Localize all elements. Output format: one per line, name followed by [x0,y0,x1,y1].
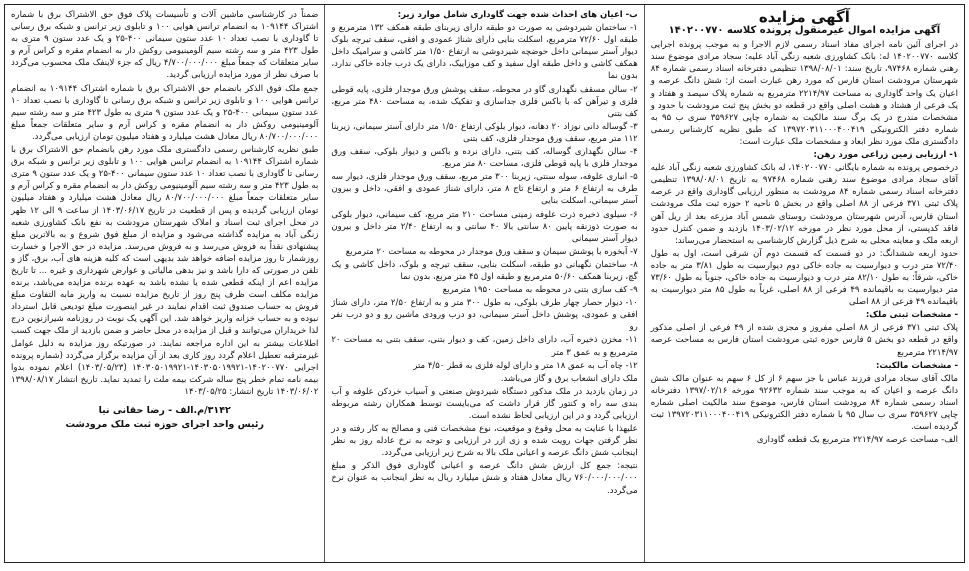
section-heading: ۱- ارزیابی زمین زراعی مورد رهن: [813,150,958,161]
left-column [5,5,324,562]
notice-subtitle: آگهی مزایده اموال غیرمنقول پرونده کلاسه ۱۴۰۲۰۰۷۷۰ [668,25,941,37]
building-item: ۶- سیلوی ذخیره ذرت علوفه زمینی مساحت ۲۱۰ متر مربع، کف سیمانی، دیوار بلوکی به صورت ذوزنقه پایین ۸۰ سانتی بالا ۴۰ سانتی و به ارتفاع ۲/۴۰ متر داخل و بیرون دیوار آستر سیمانی [331,209,638,244]
appraisal-paragraph: درخصوص پرونده به شماره بایگانی ۱۴۰۲۰۰۷۷۰، له بانک کشاورزی شعبه زنگی آباد علیه آقای سجاد مرادی موضوع سند رهنی شماره ۹۷۴۶۸ به تاریخ ۱۳۹۸/۰۸/۰۱ تنظیمی دفترخانه اسناد رسمی شماره ۸۴ مرودشت به منظور ارزیابی گاوداری واقع در عرصه پلاک ثبتی ۳۷۱ فرعی از ۸۸ اصلی واقع در بخش ۵ ناحیه ۲ حوزه ثبت ملک مرودشت استان فارس، آدرس شهرستان مرودشت روستای شمس آباد مزرعه بعد از ریل آهن فاقد کدپستی، از محل مورد نظر در مورخه ۱۴۰۳/۰۲/۱۲ بازدید و ضمن کنترل حدود اربعه ملک و معاینه محلی به شرح ذیل گزارش کارشناسی به استحضار می‌رساند: [650,163,959,246]
ownership-heading: - مشخصات مالکیت: [875,360,958,371]
building-item: ۸- ساختمان نگهبانی دو طبقه، اسکلت بنایی، سقف تیرچه و بلوک، داخل کاشی و یک گچ، زیربنا همکف ۵۰/۶۰ مترمربع و طبقه اول ۴۵ متر مربع، بدون نما [331,259,638,282]
buildings-heading: ب- اعیان های احداث شده جهت گاوداری شامل موارد زیر: [397,10,638,20]
signature-block [11,404,318,432]
electricity-paragraph: ضمناً در کارشناسی ماشین آلات و تأسیسات پلاک فوق حق الاشتراک برق با شماره اشتراک ۱۰۹۱۴۴ به انضمام ترانس هوایی ۱۰۰ و تابلوی زیر ترانس و شبکه برق رسانی تا گاوداری با نصب تعداد ۱۰ عدد ستون سیمانی ۴۰۰-۲۵ و یک عدد ستون ۹ متری به طول ۴۲۳ متر و سه رشته سیم آلومینیومی روکش دار به انضمام مقره و کراس آرم و سایر متعلقات که جمعاً مبلغ ۴/۷۰۰/۰۰۰/۰۰۰ ریال که جزء لاینفک ملک محسوب می‌گردد با صرف نظر از مورد مزایده ارزیابی گردید. [11,10,319,81]
signature-title: رئیس واحد اجرای حوزه ثبت ملک مرودشت [65,419,264,430]
conclusion-paragraph: نتیجه: جمع کل ارزش شش دانگ عرصه و اعیانی گاوداری فوق الذکر و مبلغ ۷۶۰/۰۰۰/۰۰۰/۰۰۰ ریال معادل هفتاد و شش میلیارد ریال به نظر اینجانب به عنوان نرخ می‌گردد. [331,461,638,496]
total-value-paragraph: جمع ملک فوق الذکر بانضمام حق الاشتراک برق با شماره اشتراک ۱۰۹۱۴۴ به انضمام ترانس هوایی ۱۰۰ و تابلوی زیر ترانس و شبکه برق رسانی تا گاوداری با نصب تعداد ۱۰ عدد ستون سیمانی ۴۰۰-۲۵ و یک عدد ستون ۹ متری به طول ۴۲۳ متر و سه رشته سیم آلومینیومی روکش دار به انضمام مقره و کراس آرم و سایر متعلقات جمعاً مبلغ ۸۰/۷۰۰/۰۰۰/۰۰۰ ریال معادل هشت میلیارد و هفتاد میلیون تومان ارزیابی می‌گردد. [11,83,319,142]
equipment-note: در زمان بازدید در ملک مذکور دستگاه شیردوش صنعتی و آسیاب خردکن علوفه و آب بندی سه راه و کنتور گاز قرار داشت که می‌بایست توسط همکاران رشته مربوطه ارزیابی گردد و در این ارزیابی لحاظ نشده است. [331,386,638,421]
auction-notice [4,4,965,563]
valuation-note: علیهذا با عنایت به محل وقوع و موقعیت، نوع مشخصات فنی و مصالح به کار رفته و در نظر گرفتن جهات رویت شده و زی ازر در ارزیابی و توجه به نرخ عادله روز به نظر اینجانب شش دانگ عرصه و اعیانی ملک بالا به شرح زیر ارزیابی می‌گردد. [331,424,638,459]
right-column [644,5,964,562]
building-item: ۹- کف سازی بتنی در محوطه به مساحت ۱۹۵۰ مترمربع [442,285,638,296]
notice-title: آگهی مزایده [758,8,850,26]
building-item: ۴- سالن نگهداری گوساله، کف بتنی، دارای نرده و باکس و دیوار بلوکی، سقف ورق موجدار فلزی با پایه قوطی فلزی، مساحت ۸۰ متر مربع. [331,147,638,170]
building-item: ۳- گوساله دانی نوزاد ۲۰ دهانه، دیوار بلوکی ارتفاع ۱/۵۰ متر دارای آستر سیمانی، زیربنا ۱۱۲ متر مربع، سقف ورق موجدار فلزی، کف بتنی [331,121,638,144]
middle-column [324,5,643,562]
building-item: ۱- ساختمان شیردوشی به صورت دو طبقه دارای زیربنای طبقه همکف ۱۳۲ مترمربع و طبقه اول ۷۲/۶۰ مترمربع، اسکلت بنایی دارای شناژ عمودی و افقی، سقف تیرچه بلوک دیوار آستر سیمانی داخل حوضچه شیردوشی به ارتفاع ۱/۵۰ متر کاشی و سرامیک داخل همکف کاشی و داخل طبقه اول سفید و کف موزاییک، دارای یک درب جاده خاکی ندارد، بدون نما [331,23,638,82]
land-registry-heading: - مشخصات ثبتی ملک: [865,310,958,321]
utilities-note: ملک دارای انشعاب برق و گاز می‌باشد. [500,373,638,384]
building-item: ۱۲- چاه آب به عمق ۱۸ متر و دارای لوله فلزی به قطر ۴/۵۰ متر [413,360,638,371]
signature-code: ۳۱۴۲/م.الف - رضا حقانی نیا [98,405,231,416]
auction-terms-paragraph: طبق نظریه کارشناس رسمی دادگستری ملک مورد رهن بانضمام حق الاشتراک برق با شماره اشتراک ۱۰۹۱۴۴ به انضمام ترانس هوایی ۱۰۰ و تابلوی زیر ترانس و شبکه برق رسانی تا گاوداری با نصب تعداد ۱۰ عدد ستون سیمانی ۴۰۰-۲۵ و یک عدد ستون ۹ متری به طول ۴۲۳ متر و سه رشته سیم آلومینیومی روکش دار به انضمام مقره و کراس آرم و سایر متعلقات جمعاً مبلغ ۸۰/۷۰۰/۰۰۰/۰۰۰ ریال معادل هشت میلیارد و هفتاد میلیون تومان ارزیابی گردیده و پس از قطعیت در تاریخ ۱۴۰۳/۰۶/۱۷ از ساعت ۹ الی ۱۲ ظهر در محل اجرای ثبت اسناد و املاک شهرستان مرودشت به نفع بانک کشاورزی شعبه زنگی آباد به مزایده گذاشته می‌شود و مزایده از مبلغ فوق شروع و به بالاترین مبلغ پیشنهادی نقداً به فروش می‌رسد و به فروش می‌رسد. مزایده در حق الاجرا و خسارت روزشمار تا روز مزایده اضافه خواهد شد بدیهی است که کلیه هزینه های آب، برق، گاز و تلفن در صورتی که دارا باشد و نیز بدهی مالیاتی و عوارض شهرداری و غیره ... تا تاریخ مزایده اعم از اینکه قطعی شده یا نشده باشد به عهده برنده مزایده می‌باشد، برنده مزایده مکلف است ظرف پنج روز از تاریخ مزایده نسبت به واریز مابه التفاوت مبلغ فروش به حساب صندوق ثبت اقدام نمایند در غیر اینصورت مبلغ تودیعی قابل استرداد نبوده و به حساب خزانه واریز خواهد شد. این آگهی یک نوبت در روزنامه شیرازنوین درج لذا خریداران می‌توانند و قبل از مزایده در محل حاضر و ضمن بازدید از ملک جهت کسب اطلاعات بیشتر به این اداره مراجعه نمایند. در صورتیکه روز مزایده به دلیل عوامل غیرمترقبه تعطیل اعلام گردد روز کاری بعد از آن مزایده برگزار می‌گردد (شماره پرونده اجرایی ۱۴۰۲۰۰۷۷۰-۱۴۰۳۰۵۰۱۹۹۲۱-۱۴۰۳۰۵۰۱۹۹۲۱ (۱۴۰۳/۰۵/۲۳) اعلام نموده بدوا بیمه نامه تمام خطر پنج ساله شرکت بیمه ملت را تمدید نماید. تاریخ انتشار ۱۳۹۸/۰۸/۱۷ ۱۴۰۳/۰۶/۰۲ تاریخ انتشار: ۱۴۰۳/۰۵/۲۵ [11,145,319,397]
area-line: الف- مساحت عرصه ۲۲۱۴/۹۷ مترمربع یک قطعه گاوداری [756,435,958,446]
intro-paragraph: در اجرای آئین نامه اجرای مفاد اسناد رسمی لازم الاجرا و به موجب پرونده اجرایی کلاسه ۱۴۰۲۰۰۷۷۰ له: بانک کشاورزی شعبه زنگی آباد علیه: سجاد مرادی موضوع سند رهنی شماره ۹۷۴۶۸، تاریخ سند: ۱۳۹۸/۰۸/۰۱ تنظیمی دفترخانه اسناد رسمی شماره ۸۴ شهرستان مرودشت استان فارس که مورد رهن عبارت است از: شش دانگ عرصه و اعیان یک واحد گاوداری به مساحت ۲۲۱۴/۹۷ مترمربع به شماره پلاک سیصد و هفتاد و یک فرعی از هشتاد و هشت اصلی واقع در قطعه دو بخش پنج ثبت مرودشت با حدود و مشخصات مندرج در یک برگ سند مالکیت به شماره چاپی ۳۵۹۶۲۷ سری ب ۹۵ به شماره دفتر الکترونیکی ۱۳۹۷۲۰۳۱۱۰۰۰۴۰۰۴۱۹ که طبق نظریه کارشناس رسمی دادگستری ملک مورد نظر ابعاد و مشخصات ملک عبارت است: [650,40,959,147]
building-item: ۲- سالن مسقف نگهداری گاو در محوطه، سقف پوشش ورق موجدار فلزی، پایه قوطی فلزی و تیرآهن که با باکس فلزی جداسازی و تفکیک شده، به مساحت ۴۸۰ متر مربع، کف بتنی [331,84,638,119]
building-item: ۵- انباری علوفه، سوله سنتی، زیربنا ۳۰۰ متر مربع، سقف ورق موجدار فلزی، دیوار سه طرف به ارتفاع ۶ متر و ارتفاع تاج ۸ متر، دارای شناژ عمودی و افقی، داخل و بیرون آستر سیمانی، اسکلت بنایی [331,172,638,207]
building-item: ۷- آبخوره با پوشش سیمان و سقف ورق موجدار در محوطه به مساحت ۲۰ مترمربع [345,246,638,257]
bounds-paragraph: حدود اربعه ششدانگ: در دو قسمت که قسمت دوم آن شرقی است، اول به طول ۷۲/۴۰ متر درب و دیوارسیت به جاده خاکی دوم دیوارسیت به طول ۳/۸۱ متر به جاده خاکی، شرقاً: به طول ۸۲/۱۰ متر درب و دیوارسیت به جاده خاکی، جنوباً به طول ۷۳/۶۰ متر دیوارسیت به باقیمانده ۴۹ فرعی از ۸۸ اصلی، غرباً به طول ۸۵ متر دیوارسیت به باقیمانده ۴۹ فرعی از ۸۸ اصلی [650,248,959,308]
building-item: ۱۰- دیوار حصار چهار طرف بلوکی، به طول ۳۰۰ متر و به ارتفاع ۲/۵۰ متر، دارای شناژ افقی و عمودی، پوشش داخل آستر سیمانی، دو درب ورودی ماشین رو و دو درب نفر رو [331,298,638,333]
land-registry-paragraph: پلاک ثبتی ۳۷۱ فرعی از ۸۸ اصلی مفروز و مجزی شده از ۴۹ فرعی از اصلی مذکور واقع در قطعه دو بخش ۵ فارس حوزه ثبتی مرودشت استان فارس به مساحت عرصه ۲۲۱۴/۹۷ مترمربع [650,323,959,358]
ownership-paragraph: مالک آقای سجاد مرادی فرزند عباس با جز سهم ۶ از کل ۶ سهم به عنوان مالک شش دانگ عرصه و اعیان که به موجب سند شماره ۹۲۶۳۲ مورخه ۱۳۹۷/۰۲/۱۶ دفترخانه اسناد رسمی شماره ۸۴ مرودشت استان فارس، موضوع سند مالکیت اصلی شماره چاپی ۳۵۹۶۲۷ سری ب سال ۹۵ با شماره دفتر الکترونیکی ۱۳۹۷۲۰۳۱۱۰۰۰۴۰۰۴۱۹ ثبت گردیده است. [650,373,959,433]
building-item: ۱۱- مخزن ذخیره آب، دارای داخل زمین، کف و دیوار بتنی، سقف بتنی به مساحت ۲۰ مترمربع و به عمق ۳ متر [331,335,638,358]
